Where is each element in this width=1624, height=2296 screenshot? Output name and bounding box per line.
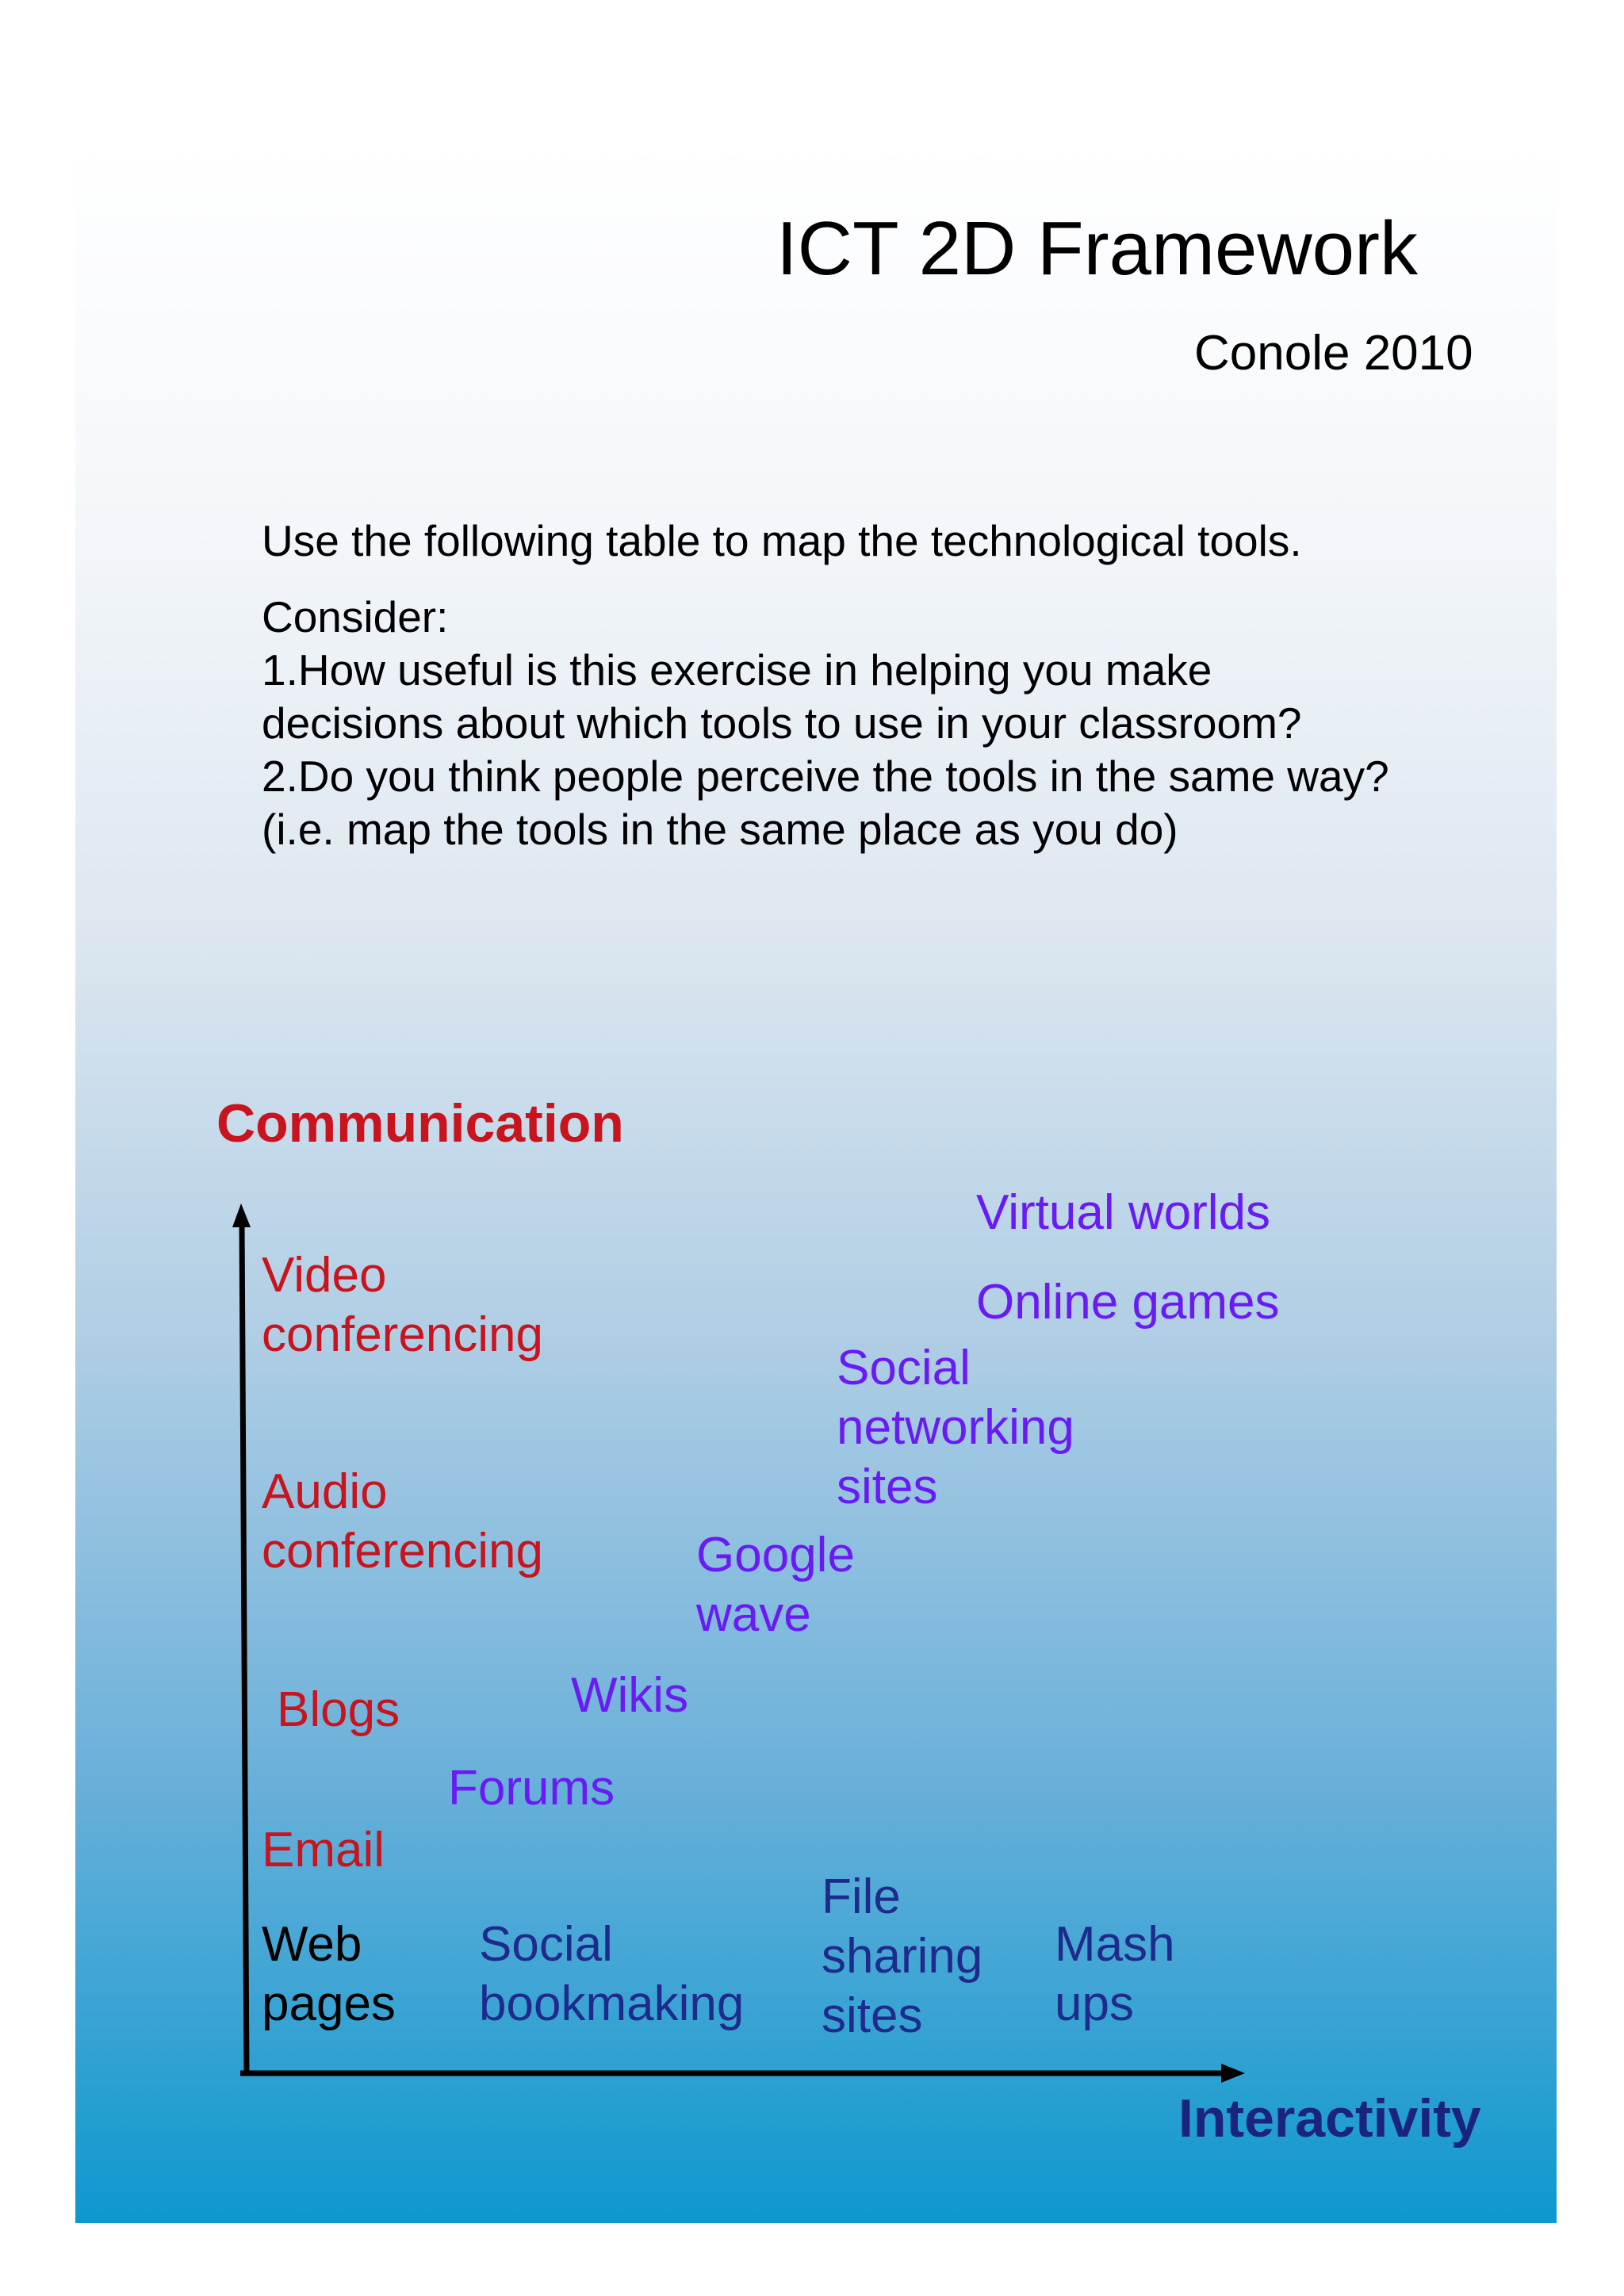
- tool-label-line: Social: [479, 1917, 613, 1972]
- tool-label-line: Virtual worlds: [976, 1185, 1271, 1240]
- consider-line: decisions about which tools to use in your classroom?: [262, 698, 1302, 748]
- tool-label-line: File: [822, 1869, 901, 1924]
- tool-label-line: conferencing: [262, 1307, 544, 1362]
- x-axis-label: Interactivity: [1178, 2088, 1481, 2149]
- tool-google-wave: [696, 1525, 855, 1644]
- y-axis-line: [242, 1221, 247, 2076]
- tool-label-line: wave: [696, 1587, 811, 1642]
- tool-label-line: Web: [262, 1917, 362, 1972]
- tool-mash-ups: [1055, 1915, 1175, 2034]
- tool-label-line: ups: [1055, 1976, 1134, 2031]
- tool-video-conferencing: [262, 1246, 543, 1364]
- tool-wikis: [571, 1666, 688, 1725]
- consider-line: (i.e. map the tools in the same place as you do): [262, 805, 1178, 854]
- tool-label-line: Wikis: [571, 1668, 689, 1723]
- tool-label-line: Forums: [448, 1761, 615, 1816]
- tool-label-line: sites: [837, 1460, 938, 1514]
- tool-label-line: Social: [837, 1341, 971, 1395]
- tool-label-line: Audio: [262, 1464, 388, 1519]
- tool-forums: [448, 1758, 615, 1818]
- tool-label-line: sharing: [822, 1929, 983, 1984]
- consider-line: 1.How useful is this exercise in helping you make: [262, 645, 1212, 695]
- tool-label-line: conferencing: [262, 1524, 544, 1578]
- y-axis-arrowhead: [232, 1203, 251, 1227]
- instructions-intro: Use the following table to map the technological tools.: [262, 516, 1302, 565]
- tool-label-line: Google: [696, 1528, 855, 1582]
- tool-label-line: bookmaking: [479, 1976, 745, 2031]
- tool-blogs: [277, 1680, 400, 1739]
- tool-web-pages: [262, 1915, 396, 2034]
- tool-label-line: Email: [262, 1823, 385, 1877]
- tool-online-games: [976, 1272, 1280, 1332]
- author-citation: Conole 2010: [1194, 326, 1473, 381]
- tool-label-line: pages: [262, 1976, 396, 2031]
- tool-file-sharing-sites: [822, 1867, 982, 2045]
- tool-social-networking-sites: [837, 1338, 1074, 1517]
- tool-label-line: Online games: [976, 1275, 1280, 1330]
- tool-social-bookmaking: [479, 1915, 744, 2034]
- consider-line: 2.Do you think people perceive the tools in the same way?: [262, 752, 1389, 801]
- tool-audio-conferencing: [262, 1462, 543, 1581]
- page-title: ICT 2D Framework: [776, 206, 1419, 291]
- x-axis-arrowhead: [1221, 2064, 1245, 2083]
- tool-label-line: networking: [837, 1400, 1074, 1455]
- tool-label-line: Blogs: [277, 1682, 400, 1737]
- tool-virtual-worlds: [976, 1183, 1270, 1242]
- y-axis-label: Communication: [216, 1093, 624, 1154]
- tool-label-line: Video: [262, 1248, 387, 1303]
- consider-line: Consider:: [262, 592, 449, 641]
- tool-email: [262, 1820, 385, 1880]
- tool-label-line: sites: [822, 1988, 923, 2043]
- tool-label-line: Mash: [1055, 1917, 1175, 1972]
